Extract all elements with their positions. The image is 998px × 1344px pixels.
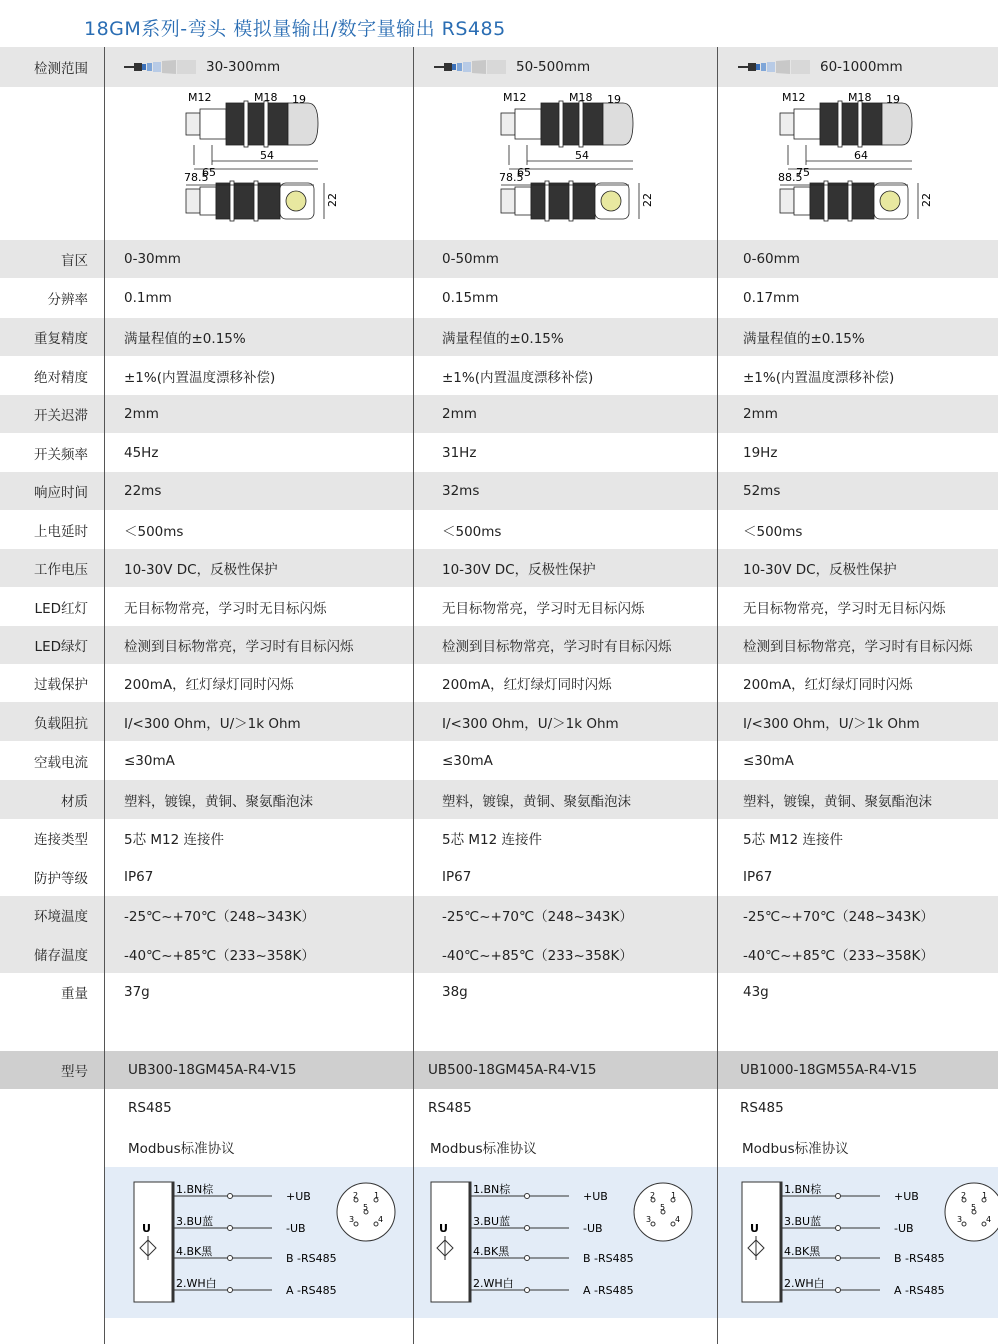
pin-label: 3 — [957, 1214, 963, 1224]
wire-label: 4.BK黑 — [473, 1244, 510, 1258]
spec-value: 10-30V DC，反极性保护 — [743, 562, 897, 578]
spec-value: ＜500ms — [743, 523, 803, 540]
model-3: UB1000-18GM55A-R4-V15 — [740, 1062, 918, 1078]
spec-value: 10-30V DC，反极性保护 — [124, 562, 278, 578]
wiring-diagram — [132, 1178, 397, 1308]
drawing-3 — [718, 87, 998, 240]
u-label: U — [750, 1221, 759, 1235]
spec-value: 塑料，镀镍，黄铜、聚氨酯泡沫 — [743, 793, 932, 810]
spec-row — [0, 626, 998, 664]
signal-label: -UB — [286, 1221, 306, 1235]
sensor-dimension-drawing — [174, 89, 344, 239]
range-label: 检测范围 — [34, 61, 88, 77]
spec-value: -25℃~+70℃（248~343K） — [442, 909, 633, 925]
wiring-diagram — [740, 1178, 998, 1308]
spec-label: 响应时间 — [34, 485, 88, 501]
spec-label: 开关迟滞 — [34, 408, 88, 424]
spec-value: 0-60mm — [743, 251, 800, 267]
spec-row — [0, 318, 998, 356]
protocol-row — [0, 1127, 998, 1167]
drawing-1 — [104, 87, 414, 240]
beam-icon — [738, 60, 810, 74]
spec-value: 2mm — [743, 406, 778, 422]
wiring-diagram — [429, 1178, 694, 1308]
spec-value: -25℃~+70℃（248~343K） — [743, 909, 934, 925]
pin-label: 2 — [650, 1190, 656, 1200]
spec-label: 空载电流 — [34, 754, 88, 771]
spec-value: 5芯 M12 连接件 — [124, 832, 224, 848]
protocol-1: Modbus标准协议 — [128, 1141, 235, 1157]
spec-label: 绝对精度 — [34, 369, 88, 386]
dim-label: 54 — [575, 148, 589, 162]
spec-value: ±1%(内置温度漂移补偿) — [124, 369, 276, 386]
wire-label: 2.WH白 — [784, 1276, 825, 1290]
model-row — [0, 1051, 998, 1089]
spec-label: LED绿灯 — [34, 639, 88, 655]
spec-label: 分辨率 — [47, 292, 88, 308]
signal-label: B -RS485 — [286, 1251, 337, 1265]
signal-label: +UB — [583, 1189, 608, 1203]
model-label: 型号 — [61, 1064, 88, 1080]
output-row — [0, 1089, 998, 1127]
spec-value: 45Hz — [124, 444, 159, 461]
spec-value: I/<300 Ohm，U/＞1k Ohm — [743, 715, 920, 732]
spec-value: 满量程值的±0.15% — [442, 331, 564, 347]
spec-value: -40℃~+85℃（233~358K） — [743, 947, 934, 964]
wire-label: 1.BN棕 — [784, 1182, 822, 1196]
spec-value: 无目标物常亮，学习时无目标闪烁 — [442, 600, 645, 617]
dim-label: 75 — [796, 165, 810, 179]
spec-value: 0-50mm — [442, 251, 499, 267]
spec-value: IP67 — [124, 868, 154, 885]
spec-value: 37g — [124, 984, 150, 1000]
spec-value: ≤30mA — [124, 752, 175, 769]
spec-value: 200mA，红灯绿灯同时闪烁 — [743, 677, 913, 693]
signal-label: B -RS485 — [894, 1251, 945, 1265]
spec-value: 22ms — [124, 483, 162, 499]
spec-value: 5芯 M12 连接件 — [442, 832, 542, 848]
spec-row — [0, 278, 998, 318]
beam-icon — [434, 60, 506, 74]
wire-label: 2.WH白 — [176, 1276, 217, 1290]
spec-value: 38g — [442, 984, 468, 1000]
spec-row — [0, 433, 998, 472]
spec-value: -25℃~+70℃（248~343K） — [124, 909, 315, 925]
spec-row — [0, 587, 998, 626]
spec-label: 工作电压 — [34, 562, 88, 578]
sensor-dimension-drawing — [768, 89, 938, 239]
spec-row — [0, 510, 998, 549]
spec-label: 负载阻抗 — [34, 715, 88, 732]
spec-label: 重量 — [61, 986, 88, 1002]
pin-label: 3 — [646, 1214, 652, 1224]
spec-value: -40℃~+85℃（233~358K） — [124, 947, 315, 964]
wire-label: 2.WH白 — [473, 1276, 514, 1290]
spec-value: 19Hz — [743, 444, 778, 461]
spec-value: 无目标物常亮，学习时无目标闪烁 — [743, 600, 946, 617]
spec-value: ≤30mA — [743, 752, 794, 769]
signal-label: +UB — [894, 1189, 919, 1203]
spec-value: 检测到目标物常亮，学习时有目标闪烁 — [743, 639, 973, 655]
spec-row — [0, 240, 998, 278]
pin-label: 5 — [971, 1202, 977, 1212]
spec-label: 环境温度 — [34, 909, 88, 925]
beam-icon — [124, 60, 196, 74]
spec-label: 连接类型 — [34, 832, 88, 848]
dim-label: 19 — [886, 92, 900, 106]
spec-label: 过载保护 — [34, 677, 88, 693]
spec-value: I/<300 Ohm，U/＞1k Ohm — [442, 715, 619, 732]
pin-label: 1 — [671, 1190, 677, 1200]
pin-label: 2 — [353, 1190, 359, 1200]
dim-label: M12 — [503, 90, 527, 104]
wire-label: 1.BN棕 — [473, 1182, 511, 1196]
pin-label: 2 — [961, 1190, 967, 1200]
spec-value: 200mA，红灯绿灯同时闪烁 — [442, 677, 612, 693]
range-value-1: 30-300mm — [206, 59, 281, 75]
protocol-3: Modbus标准协议 — [742, 1141, 849, 1157]
wire-label: 3.BU蓝 — [176, 1214, 214, 1228]
signal-label: B -RS485 — [583, 1251, 634, 1265]
pin-label: 1 — [374, 1190, 380, 1200]
dim-label: 65 — [517, 165, 531, 179]
spec-label: 储存温度 — [34, 947, 88, 964]
spec-label: 盲区 — [61, 253, 88, 269]
wire-label: 4.BK黑 — [176, 1244, 213, 1258]
drawing-row — [0, 87, 998, 240]
pin-label: 4 — [986, 1214, 992, 1224]
spec-value: ±1%(内置温度漂移补偿) — [743, 369, 895, 386]
dim-label: M18 — [569, 90, 593, 104]
spec-value: 52ms — [743, 483, 781, 499]
dim-label: M18 — [254, 90, 278, 104]
range-value-3: 60-1000mm — [820, 59, 903, 75]
dim-label: M12 — [188, 90, 212, 104]
spec-value: 满量程值的±0.15% — [124, 331, 246, 347]
spec-value: 2mm — [124, 406, 159, 422]
spec-row — [0, 395, 998, 433]
spec-value: I/<300 Ohm，U/＞1k Ohm — [124, 715, 301, 732]
spec-row — [0, 702, 998, 741]
range-cell-3 — [718, 47, 998, 87]
spec-row — [0, 664, 998, 702]
spec-value: 43g — [743, 984, 769, 1000]
spec-value: ＜500ms — [442, 523, 502, 540]
dim-label: 78.5 — [499, 170, 524, 184]
spec-value: ≤30mA — [442, 752, 493, 769]
signal-label: A -RS485 — [286, 1283, 337, 1297]
dim-label: 78.5 — [184, 170, 209, 184]
output-2: RS485 — [428, 1100, 472, 1116]
pin-label: 1 — [982, 1190, 988, 1200]
spec-label: 开关频率 — [34, 446, 88, 463]
sensor-dimension-drawing — [489, 89, 659, 239]
signal-label: -UB — [583, 1221, 603, 1235]
spec-value: ＜500ms — [124, 523, 184, 540]
dim-label: 19 — [292, 92, 306, 106]
wiring-row — [0, 1167, 998, 1318]
dim-label: 65 — [202, 165, 216, 179]
pin-label: 5 — [363, 1202, 369, 1212]
dim-label: 54 — [260, 148, 274, 162]
spec-value: 200mA，红灯绿灯同时闪烁 — [124, 677, 294, 693]
pin-label: 4 — [675, 1214, 681, 1224]
spec-value: 10-30V DC，反极性保护 — [442, 562, 596, 578]
spec-label: 重复精度 — [34, 331, 88, 347]
output-1: RS485 — [128, 1100, 172, 1116]
dim-label: 64 — [854, 148, 868, 162]
dim-label: 22 — [920, 192, 933, 207]
output-3: RS485 — [740, 1100, 784, 1116]
spec-value: 检测到目标物常亮，学习时有目标闪烁 — [442, 639, 672, 655]
pin-label: 5 — [660, 1202, 666, 1212]
wire-label: 3.BU蓝 — [473, 1214, 511, 1228]
spec-table — [0, 47, 998, 1318]
spec-value: IP67 — [442, 868, 472, 885]
u-label: U — [142, 1221, 151, 1235]
range-row — [0, 47, 998, 87]
dim-label: 88.5 — [778, 170, 803, 184]
spec-value: 检测到目标物常亮，学习时有目标闪烁 — [124, 639, 354, 655]
spec-row — [0, 934, 998, 973]
spec-label: 上电延时 — [34, 523, 88, 540]
signal-label: +UB — [286, 1189, 311, 1203]
spec-value: ±1%(内置温度漂移补偿) — [442, 369, 594, 386]
wiring-diagram-3 — [718, 1167, 998, 1318]
spec-value: 0.17mm — [743, 290, 800, 306]
spec-value: 0-30mm — [124, 251, 181, 267]
signal-label: A -RS485 — [894, 1283, 945, 1297]
spec-value: 2mm — [442, 406, 477, 422]
spec-value: IP67 — [743, 868, 773, 885]
spec-value: 0.15mm — [442, 290, 499, 306]
spec-row — [0, 472, 998, 510]
spec-row — [0, 973, 998, 1011]
spec-value: 31Hz — [442, 444, 477, 461]
range-cell-2 — [414, 47, 718, 87]
spec-row — [0, 356, 998, 395]
spec-value: 0.1mm — [124, 290, 172, 306]
column-divider — [717, 47, 718, 1344]
spec-label: 材质 — [61, 793, 88, 810]
wiring-diagram-2 — [414, 1167, 718, 1318]
wire-label: 1.BN棕 — [176, 1182, 214, 1196]
spec-row — [0, 896, 998, 934]
column-divider — [104, 47, 105, 1344]
dim-label: M12 — [782, 90, 806, 104]
spec-value: 无目标物常亮，学习时无目标闪烁 — [124, 600, 327, 617]
model-2: UB500-18GM45A-R4-V15 — [428, 1062, 597, 1078]
dim-label: 22 — [326, 192, 339, 207]
spec-value: 5芯 M12 连接件 — [743, 832, 843, 848]
dim-label: M18 — [848, 90, 872, 104]
dim-label: 19 — [607, 92, 621, 106]
pin-label: 4 — [378, 1214, 384, 1224]
spec-row — [0, 819, 998, 857]
u-label: U — [439, 1221, 448, 1235]
spec-value: 塑料，镀镍，黄铜、聚氨酯泡沫 — [442, 793, 631, 810]
spec-row — [0, 549, 998, 587]
spec-value: 32ms — [442, 483, 480, 499]
page-title: 18GM系列-弯头 模拟量输出/数字量输出 RS485 — [84, 18, 506, 40]
signal-label: A -RS485 — [583, 1283, 634, 1297]
protocol-2: Modbus标准协议 — [430, 1141, 537, 1157]
drawing-2 — [414, 87, 718, 240]
wiring-diagram-1 — [104, 1167, 414, 1318]
spec-row — [0, 780, 998, 819]
spec-row — [0, 857, 998, 896]
pin-label: 3 — [349, 1214, 355, 1224]
column-divider — [413, 47, 414, 1344]
spec-label: 防护等级 — [34, 870, 88, 887]
wire-label: 4.BK黑 — [784, 1244, 821, 1258]
dim-label: 22 — [641, 192, 654, 207]
spec-value: 塑料，镀镍，黄铜、聚氨酯泡沫 — [124, 793, 313, 810]
wire-label: 3.BU蓝 — [784, 1214, 822, 1228]
model-1: UB300-18GM45A-R4-V15 — [128, 1062, 297, 1078]
range-value-2: 50-500mm — [516, 59, 591, 75]
spec-label: LED红灯 — [34, 600, 88, 617]
signal-label: -UB — [894, 1221, 914, 1235]
range-cell-1 — [104, 47, 414, 87]
spec-row — [0, 741, 998, 780]
spec-value: 满量程值的±0.15% — [743, 331, 865, 347]
spec-value: -40℃~+85℃（233~358K） — [442, 947, 633, 964]
